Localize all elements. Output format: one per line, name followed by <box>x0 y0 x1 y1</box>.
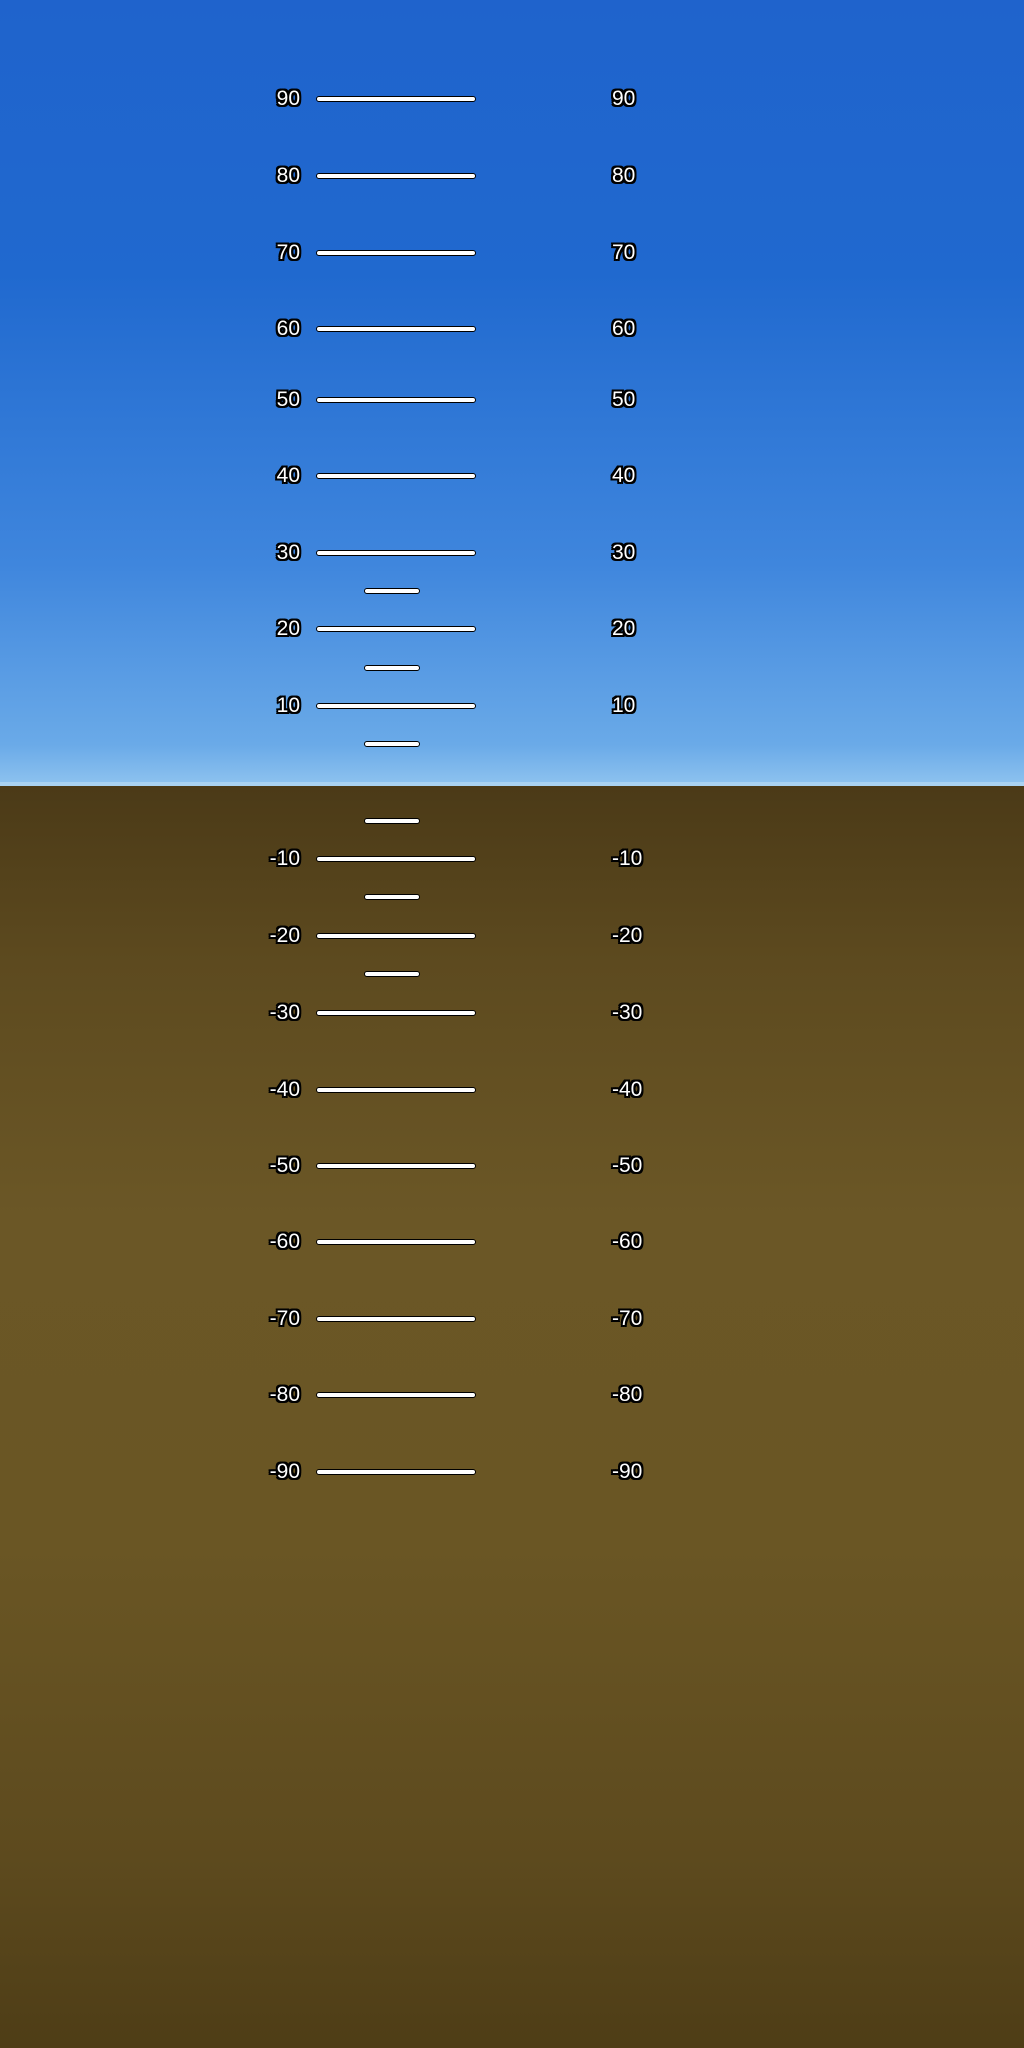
pitch-rung-label-right: -40 <box>612 1078 643 1101</box>
pitch-rung-label-left: 30 <box>276 541 300 564</box>
pitch-rung-label-right: -80 <box>612 1383 643 1406</box>
pitch-rung-label-right: 80 <box>612 164 636 187</box>
pitch-rung-bar <box>316 1087 476 1093</box>
pitch-rung-label-left: -10 <box>269 847 300 870</box>
pitch-rung-bar <box>316 473 476 479</box>
pitch-rung-label-right: -10 <box>612 847 643 870</box>
pitch-rung-bar <box>364 665 420 671</box>
pitch-rung-label-left: -40 <box>269 1078 300 1101</box>
pitch-rung-label-right: -70 <box>612 1307 643 1330</box>
pitch-rung-label-right: -90 <box>612 1460 643 1483</box>
pitch-rung-label-left: -70 <box>269 1307 300 1330</box>
pitch-rung-label-left: -30 <box>269 1001 300 1024</box>
pitch-rung-bar <box>316 173 476 179</box>
pitch-rung-label-right: 70 <box>612 241 636 264</box>
pitch-rung-bar <box>364 818 420 824</box>
pitch-rung-bar <box>364 971 420 977</box>
pitch-rung-bar <box>316 1469 476 1475</box>
pitch-rung-label-left: 50 <box>276 388 300 411</box>
pitch-rung-label-left: -20 <box>269 924 300 947</box>
pitch-rung-label-left: 20 <box>276 617 300 640</box>
pitch-rung-bar <box>316 1316 476 1322</box>
pitch-rung-label-right: 90 <box>612 87 636 110</box>
pitch-rung-bar <box>316 626 476 632</box>
pitch-rung-bar <box>316 1010 476 1016</box>
pitch-rung-bar <box>316 550 476 556</box>
pitch-rung-bar <box>316 96 476 102</box>
pitch-rung-label-right: 10 <box>612 694 636 717</box>
pitch-rung-bar <box>316 933 476 939</box>
pitch-rung-bar <box>364 588 420 594</box>
pitch-rung-label-left: -80 <box>269 1383 300 1406</box>
pitch-rung-label-right: -30 <box>612 1001 643 1024</box>
pitch-rung-label-left: -60 <box>269 1230 300 1253</box>
pitch-rung-label-left: 80 <box>276 164 300 187</box>
pitch-rung-bar <box>316 1392 476 1398</box>
pitch-rung-label-right: 20 <box>612 617 636 640</box>
pitch-rung-label-left: 10 <box>276 694 300 717</box>
pitch-rung-bar <box>316 1239 476 1245</box>
pitch-rung-bar <box>316 703 476 709</box>
pitch-rung-bar <box>316 250 476 256</box>
pitch-rung-label-left: 90 <box>276 87 300 110</box>
pitch-rung-bar <box>316 856 476 862</box>
pitch-rung-bar <box>316 326 476 332</box>
pitch-rung-label-right: 40 <box>612 464 636 487</box>
pitch-rung-label-left: -90 <box>269 1460 300 1483</box>
pitch-rung-label-left: 60 <box>276 317 300 340</box>
pitch-rung-label-right: 30 <box>612 541 636 564</box>
pitch-rung-label-right: 50 <box>612 388 636 411</box>
pitch-rung-bar <box>316 397 476 403</box>
pitch-rung-label-right: -20 <box>612 924 643 947</box>
pitch-rung-label-left: 70 <box>276 241 300 264</box>
pitch-rung-label-right: -50 <box>612 1154 643 1177</box>
pitch-rung-bar <box>364 894 420 900</box>
pitch-rung-label-left: 40 <box>276 464 300 487</box>
pitch-rung-label-right: -60 <box>612 1230 643 1253</box>
pitch-rung-label-left: -50 <box>269 1154 300 1177</box>
pitch-rung-label-right: 60 <box>612 317 636 340</box>
pitch-rung-bar <box>364 741 420 747</box>
pitch-rung-bar <box>316 1163 476 1169</box>
